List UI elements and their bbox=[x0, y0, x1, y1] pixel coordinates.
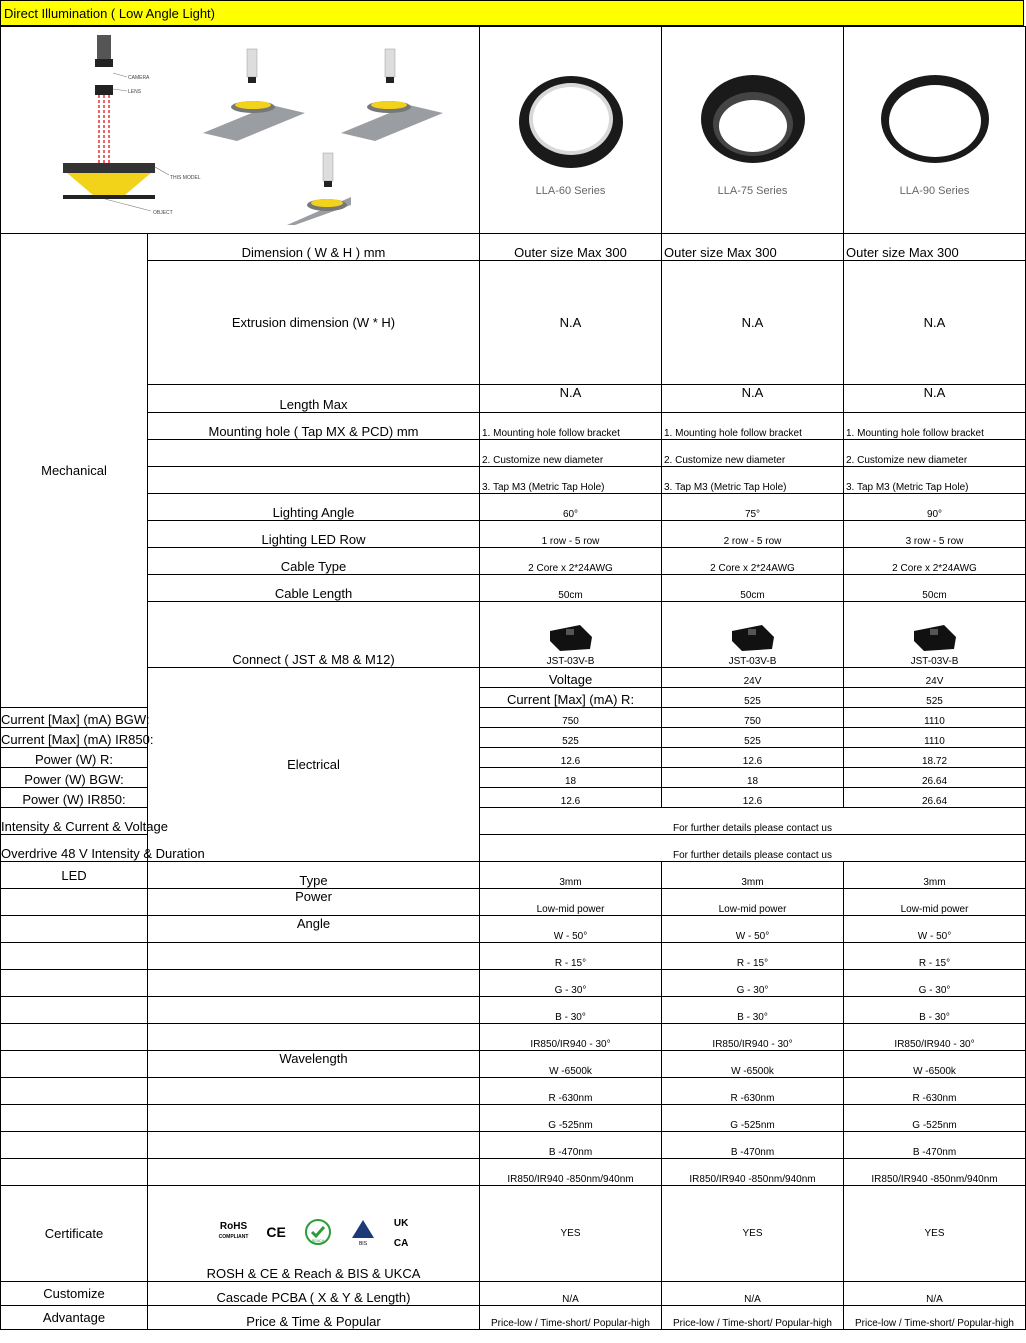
cell: B -470nm bbox=[662, 1132, 844, 1159]
section-mechanical: Mechanical bbox=[1, 234, 148, 708]
row-label: Dimension ( W & H ) mm bbox=[148, 234, 480, 261]
cell: Low-mid power bbox=[480, 889, 662, 916]
connector-icon bbox=[910, 623, 960, 653]
section-empty bbox=[1, 943, 148, 970]
row-connect bbox=[1, 602, 1026, 668]
cell: 2 Core x 2*24AWG bbox=[480, 548, 662, 575]
cell: 3. Tap M3 (Metric Tap Hole) bbox=[480, 467, 662, 494]
row-extrusion bbox=[1, 261, 1026, 385]
cell: Outer size Max 300 bbox=[480, 234, 662, 261]
product-cell-lla90 bbox=[844, 27, 1026, 234]
row-label: Power (W) R: bbox=[1, 748, 148, 768]
row-led-angle-3 bbox=[1, 970, 1026, 997]
reach-icon bbox=[304, 1218, 332, 1246]
cell: Price-low / Time-short/ Popular-high bbox=[662, 1306, 844, 1330]
cell: 12.6 bbox=[662, 788, 844, 808]
section-empty bbox=[1, 916, 148, 943]
section-empty bbox=[1, 1105, 148, 1132]
ring-light-icon bbox=[875, 64, 995, 174]
cell: 2 Core x 2*24AWG bbox=[662, 548, 844, 575]
connector-cell bbox=[844, 602, 1026, 668]
cell: 2. Customize new diameter bbox=[844, 440, 1026, 467]
cell: 26.64 bbox=[844, 788, 1026, 808]
label-model: THIS MODEL bbox=[170, 174, 201, 181]
row-label: Power bbox=[148, 889, 480, 916]
cell: 1. Mounting hole follow bracket bbox=[844, 413, 1026, 440]
product-name: LLA-60 Series bbox=[535, 184, 606, 197]
cell: N/A bbox=[844, 1282, 1026, 1306]
row-label: Wavelength bbox=[148, 1051, 480, 1078]
row-led-angle-2 bbox=[1, 943, 1026, 970]
row-power bbox=[1, 889, 1026, 916]
cell: 1 row - 5 row bbox=[480, 521, 662, 548]
cell: W - 50° bbox=[662, 916, 844, 943]
cell: 90° bbox=[844, 494, 1026, 521]
cell: R - 15° bbox=[662, 943, 844, 970]
product-name: LLA-75 Series bbox=[717, 184, 788, 197]
row-mounting-3 bbox=[1, 467, 1026, 494]
cell: G -525nm bbox=[844, 1105, 1026, 1132]
cell: 525 bbox=[662, 728, 844, 748]
cell: 2 Core x 2*24AWG bbox=[844, 548, 1026, 575]
row-label: Current [Max] (mA) R: bbox=[480, 688, 662, 708]
header-row bbox=[1, 27, 1026, 234]
row-label: Extrusion dimension (W * H) bbox=[148, 261, 480, 385]
row-label: Overdrive 48 V Intensity & Duration bbox=[1, 835, 148, 862]
section-empty bbox=[1, 1078, 148, 1105]
cell: 525 bbox=[480, 728, 662, 748]
cell: IR850/IR940 -850nm/940nm bbox=[480, 1159, 662, 1186]
row-angle bbox=[1, 494, 1026, 521]
cell: 75° bbox=[662, 494, 844, 521]
bis-icon bbox=[350, 1218, 376, 1246]
cell: 2. Customize new diameter bbox=[480, 440, 662, 467]
rohs-text: RoHS bbox=[219, 1221, 248, 1232]
camera-diagram bbox=[63, 35, 201, 216]
certificate-cell bbox=[148, 1186, 480, 1282]
cell: Outer size Max 300 bbox=[662, 234, 844, 261]
cell: 50cm bbox=[662, 575, 844, 602]
connector-icon bbox=[546, 623, 596, 653]
cell: W -6500k bbox=[844, 1051, 1026, 1078]
row-label-empty bbox=[148, 1159, 480, 1186]
row-customize bbox=[1, 1282, 1026, 1306]
row-dimension bbox=[1, 234, 1026, 261]
cell: 3mm bbox=[844, 862, 1026, 889]
connector-label: JST-03V-B bbox=[546, 656, 595, 667]
cell: N.A bbox=[662, 385, 844, 413]
cell: 1. Mounting hole follow bracket bbox=[662, 413, 844, 440]
cell: 3. Tap M3 (Metric Tap Hole) bbox=[844, 467, 1026, 494]
row-label: Lighting Angle bbox=[148, 494, 480, 521]
row-label: Power (W) BGW: bbox=[1, 768, 148, 788]
label-camera: CAMERA bbox=[128, 74, 150, 81]
cell: G - 30° bbox=[844, 970, 1026, 997]
section-customize: Customize bbox=[1, 1282, 148, 1306]
certificate-logos bbox=[148, 1212, 479, 1252]
setup-diagram bbox=[5, 29, 475, 229]
row-wavelength-5 bbox=[1, 1159, 1026, 1186]
ukca-line-2: CA bbox=[393, 1238, 409, 1249]
row-label-empty bbox=[148, 467, 480, 494]
cell: 3. Tap M3 (Metric Tap Hole) bbox=[662, 467, 844, 494]
cell: N.A bbox=[480, 385, 662, 413]
label-lens: LENS bbox=[128, 88, 142, 95]
cell: R - 15° bbox=[844, 943, 1026, 970]
ce-icon: CE bbox=[266, 1224, 286, 1240]
section-empty bbox=[1, 997, 148, 1024]
cell: IR850/IR940 - 30° bbox=[662, 1024, 844, 1051]
section-empty bbox=[1, 1051, 148, 1078]
row-label-empty bbox=[148, 1132, 480, 1159]
cell: W -6500k bbox=[662, 1051, 844, 1078]
row-label: Type bbox=[148, 862, 480, 889]
connector-icon bbox=[728, 623, 778, 653]
row-label-empty bbox=[148, 1024, 480, 1051]
row-voltage bbox=[1, 668, 1026, 688]
row-label: Power (W) IR850: bbox=[1, 788, 148, 808]
connector-label: JST-03V-B bbox=[728, 656, 777, 667]
row-wavelength-3 bbox=[1, 1105, 1026, 1132]
row-label: Lighting LED Row bbox=[148, 521, 480, 548]
row-label: Cable Type bbox=[148, 548, 480, 575]
cell: 24V bbox=[844, 668, 1026, 688]
cell: N/A bbox=[662, 1282, 844, 1306]
connector-cell bbox=[480, 602, 662, 668]
section-empty bbox=[1, 1132, 148, 1159]
cell: 12.6 bbox=[480, 748, 662, 768]
section-advantage: Advantage bbox=[1, 1306, 148, 1330]
cell: 2 row - 5 row bbox=[662, 521, 844, 548]
cell: 24V bbox=[662, 668, 844, 688]
cell: 18.72 bbox=[844, 748, 1026, 768]
cell: N.A bbox=[480, 261, 662, 385]
cell: IR850/IR940 - 30° bbox=[844, 1024, 1026, 1051]
row-label: Current [Max] (mA) IR850: bbox=[1, 728, 148, 748]
row-wavelength-2 bbox=[1, 1078, 1026, 1105]
section-certificate: Certificate bbox=[1, 1186, 148, 1282]
cell: Outer size Max 300 bbox=[844, 234, 1026, 261]
section-empty bbox=[1, 889, 148, 916]
row-led-row bbox=[1, 521, 1026, 548]
cell: 525 bbox=[662, 688, 844, 708]
row-advantage bbox=[1, 1306, 1026, 1330]
row-label: Connect ( JST & M8 & M12) bbox=[148, 602, 480, 668]
bis-text: BIS bbox=[358, 1241, 367, 1247]
cell: B - 30° bbox=[844, 997, 1026, 1024]
row-label: Cascade PCBA ( X & Y & Length) bbox=[148, 1282, 480, 1306]
certificate-label: ROSH & CE & Reach & BIS & UKCA bbox=[206, 1266, 421, 1281]
row-led-angle-5 bbox=[1, 1024, 1026, 1051]
row-mounting-2 bbox=[1, 440, 1026, 467]
cell: R -630nm bbox=[480, 1078, 662, 1105]
row-label-empty bbox=[148, 1078, 480, 1105]
cell: Low-mid power bbox=[662, 889, 844, 916]
cell: Low-mid power bbox=[844, 889, 1026, 916]
cell: R -630nm bbox=[844, 1078, 1026, 1105]
row-cable-type bbox=[1, 548, 1026, 575]
label-object: OBJECT bbox=[153, 209, 173, 216]
connector-cell bbox=[662, 602, 844, 668]
row-label: Price & Time & Popular bbox=[148, 1306, 480, 1330]
product-cell-lla60 bbox=[480, 27, 662, 234]
cell: 3 row - 5 row bbox=[844, 521, 1026, 548]
row-mounting-1 bbox=[1, 413, 1026, 440]
cell: YES bbox=[844, 1186, 1026, 1282]
ring-light-icon bbox=[693, 64, 813, 174]
section-empty bbox=[1, 1159, 148, 1186]
reach-text: REACH bbox=[311, 1239, 324, 1243]
cell: N.A bbox=[662, 261, 844, 385]
cell: 750 bbox=[662, 708, 844, 728]
cell: G - 30° bbox=[662, 970, 844, 997]
row-certificate bbox=[1, 1186, 1026, 1282]
row-label: Length Max bbox=[148, 385, 480, 413]
section-empty bbox=[1, 1024, 148, 1051]
ukca-line-1: UK bbox=[393, 1218, 409, 1229]
cell: Price-low / Time-short/ Popular-high bbox=[480, 1306, 662, 1330]
cell: 50cm bbox=[480, 575, 662, 602]
row-label-empty bbox=[148, 970, 480, 997]
row-cable-length bbox=[1, 575, 1026, 602]
cell: B - 30° bbox=[480, 997, 662, 1024]
cell: 750 bbox=[480, 708, 662, 728]
cell: IR850/IR940 -850nm/940nm bbox=[844, 1159, 1026, 1186]
row-label: Intensity & Current & Voltage bbox=[1, 808, 148, 835]
row-label-empty bbox=[148, 440, 480, 467]
cell: 12.6 bbox=[662, 748, 844, 768]
cell: 18 bbox=[662, 768, 844, 788]
scene-illustration-2 bbox=[341, 49, 443, 141]
ukca-icon bbox=[394, 1212, 408, 1252]
cell: 12.6 bbox=[480, 788, 662, 808]
cell: W - 50° bbox=[844, 916, 1026, 943]
cell: B - 30° bbox=[662, 997, 844, 1024]
cell: N.A bbox=[844, 261, 1026, 385]
cell: 3mm bbox=[480, 862, 662, 889]
illustration-cell bbox=[1, 27, 480, 234]
cell: N.A bbox=[844, 385, 1026, 413]
cell: 50cm bbox=[844, 575, 1026, 602]
row-wavelength-4 bbox=[1, 1132, 1026, 1159]
cell: IR850/IR940 - 30° bbox=[480, 1024, 662, 1051]
merged-cell: For further details please contact us bbox=[480, 808, 1026, 835]
section-empty bbox=[1, 970, 148, 997]
merged-cell: For further details please contact us bbox=[480, 835, 1026, 862]
cell: 18 bbox=[480, 768, 662, 788]
row-label-empty bbox=[148, 943, 480, 970]
product-name: LLA-90 Series bbox=[899, 184, 970, 197]
rohs-subtext: COMPLIANT bbox=[218, 1234, 249, 1240]
cell: B -470nm bbox=[480, 1132, 662, 1159]
cell: 3mm bbox=[662, 862, 844, 889]
row-label: Mounting hole ( Tap MX & PCD) mm bbox=[148, 413, 480, 440]
cell: R - 15° bbox=[480, 943, 662, 970]
cell: N/A bbox=[480, 1282, 662, 1306]
row-wavelength-1 bbox=[1, 1051, 1026, 1078]
cell: R -630nm bbox=[662, 1078, 844, 1105]
section-electrical: Electrical bbox=[148, 668, 480, 862]
cell: G - 30° bbox=[480, 970, 662, 997]
cell: W - 50° bbox=[480, 916, 662, 943]
cell: G -525nm bbox=[662, 1105, 844, 1132]
cell: 26.64 bbox=[844, 768, 1026, 788]
cell: IR850/IR940 -850nm/940nm bbox=[662, 1159, 844, 1186]
cell: YES bbox=[662, 1186, 844, 1282]
ring-light-icon bbox=[511, 64, 631, 174]
cell: W -6500k bbox=[480, 1051, 662, 1078]
cell: 60° bbox=[480, 494, 662, 521]
product-cell-lla75 bbox=[662, 27, 844, 234]
row-length bbox=[1, 385, 1026, 413]
scene-illustration-1 bbox=[203, 49, 305, 141]
cell: 1110 bbox=[844, 708, 1026, 728]
row-label: Cable Length bbox=[148, 575, 480, 602]
row-label: Voltage bbox=[480, 668, 662, 688]
row-led-angle-1 bbox=[1, 916, 1026, 943]
row-led-angle-4 bbox=[1, 997, 1026, 1024]
row-label: Current [Max] (mA) BGW: bbox=[1, 708, 148, 728]
row-label-empty bbox=[148, 997, 480, 1024]
scene-illustration-3 bbox=[287, 153, 351, 225]
section-led: LED bbox=[1, 862, 148, 889]
row-type bbox=[1, 862, 1026, 889]
cell: G -525nm bbox=[480, 1105, 662, 1132]
row-label-empty bbox=[148, 1105, 480, 1132]
rohs-icon bbox=[219, 1222, 249, 1242]
cell: YES bbox=[480, 1186, 662, 1282]
sheet-title: Direct Illumination ( Low Angle Light) bbox=[0, 0, 1024, 26]
connector-label: JST-03V-B bbox=[910, 656, 959, 667]
cell: B -470nm bbox=[844, 1132, 1026, 1159]
cell: 525 bbox=[844, 688, 1026, 708]
cell: Price-low / Time-short/ Popular-high bbox=[844, 1306, 1026, 1330]
row-label: Angle bbox=[148, 916, 480, 943]
spec-table bbox=[0, 26, 1026, 1330]
cell: 1. Mounting hole follow bracket bbox=[480, 413, 662, 440]
cell: 1110 bbox=[844, 728, 1026, 748]
cell: 2. Customize new diameter bbox=[662, 440, 844, 467]
